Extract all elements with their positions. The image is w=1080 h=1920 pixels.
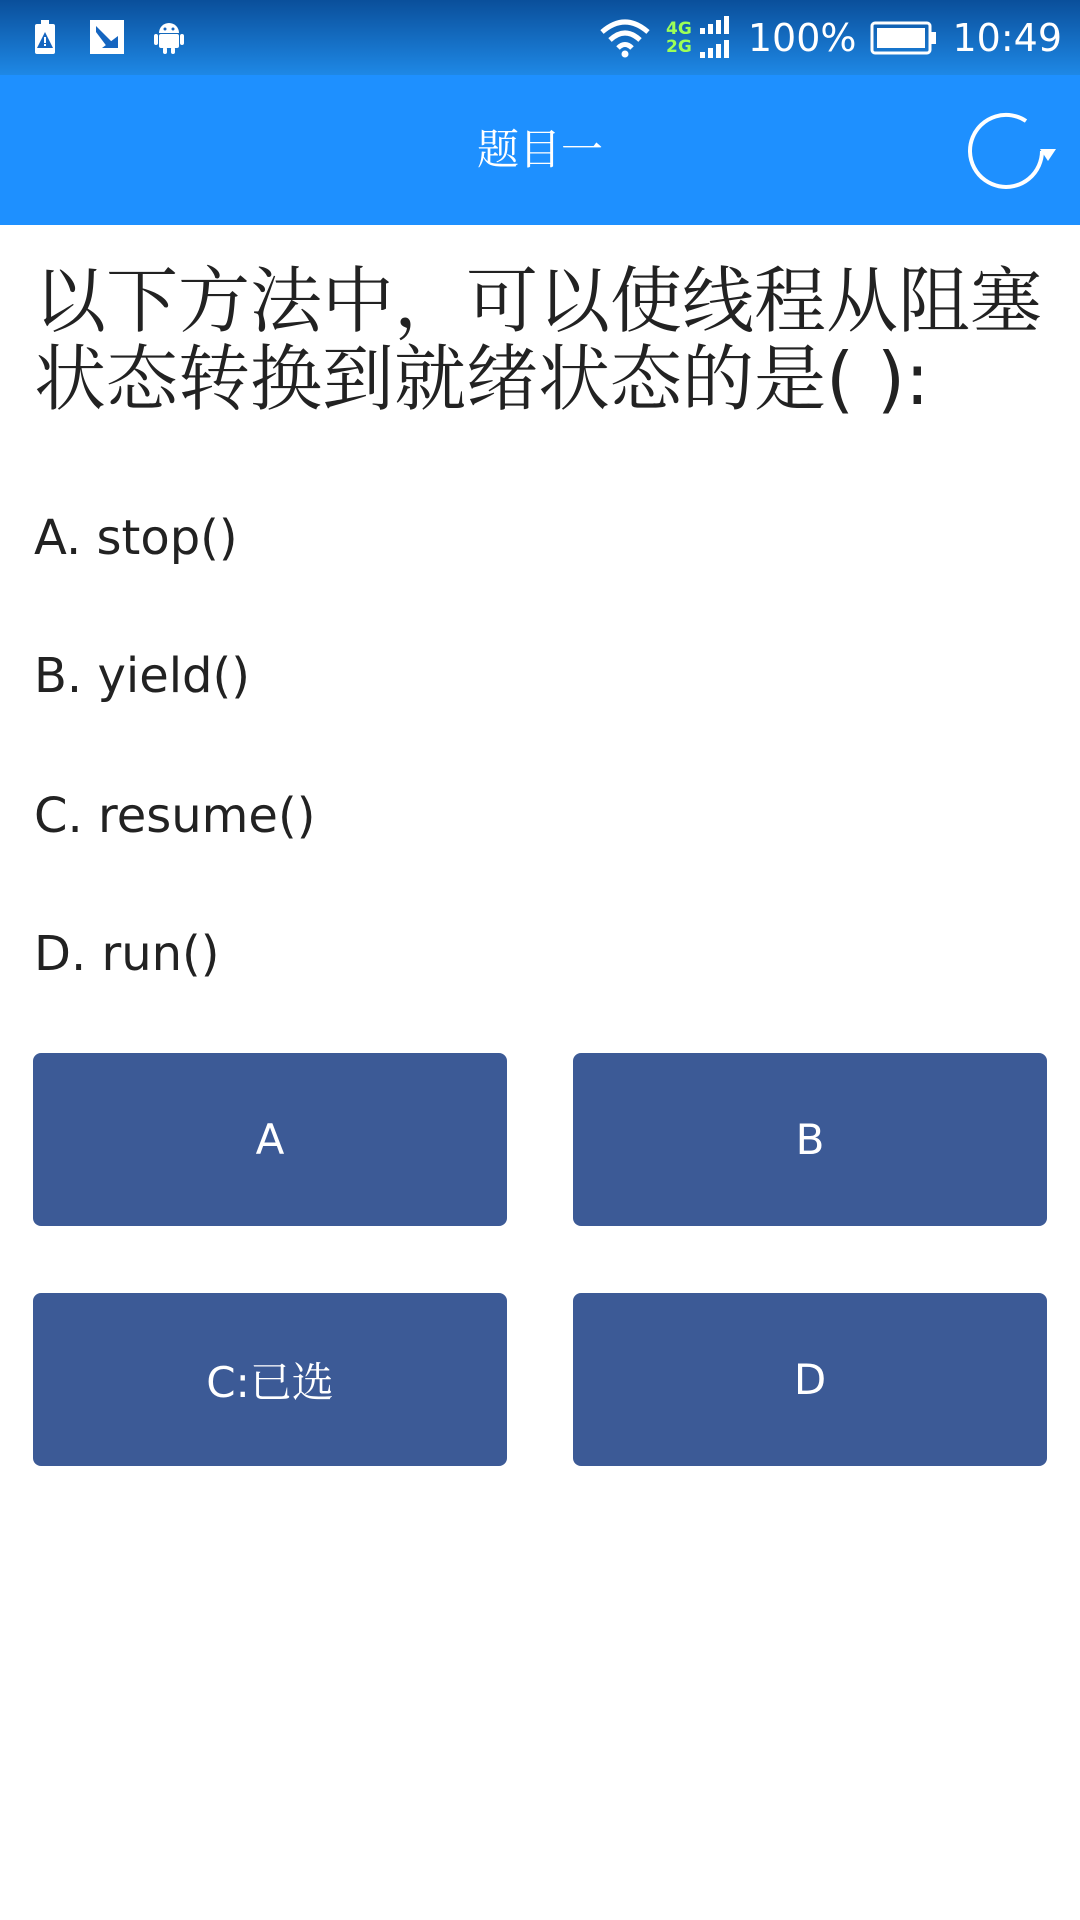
question-text: 以下方法中，可以使线程从阻塞状态转换到就绪状态的是( ):: [34, 259, 1043, 421]
network-type: [666, 20, 692, 56]
answer-b-button[interactable]: B: [573, 1053, 1047, 1226]
network-2g-label: 2G: [666, 37, 692, 57]
option-a: A. stop(): [34, 510, 238, 566]
signal-icon: [698, 16, 734, 60]
battery-alert-icon: [26, 18, 64, 56]
option-c: C. resume(): [34, 788, 316, 844]
status-bar: [0, 0, 1080, 75]
android-icon: [150, 18, 188, 56]
option-d: D. run(): [34, 926, 220, 982]
answer-c-button[interactable]: C:已选: [33, 1293, 507, 1466]
network-4g-label: 4G: [666, 19, 692, 39]
answer-d-button[interactable]: D: [573, 1293, 1047, 1466]
clock: 10:49: [952, 16, 1062, 60]
status-bar-left: [26, 18, 188, 56]
refresh-icon[interactable]: [960, 103, 1056, 199]
option-b: B. yield(): [34, 648, 250, 704]
app-header: [0, 75, 1080, 225]
image-app-icon: [88, 18, 126, 56]
battery-icon: [870, 21, 938, 55]
battery-percent: 100%: [747, 16, 857, 60]
page-title: 题目一: [476, 125, 603, 174]
answer-a-button[interactable]: A: [33, 1053, 507, 1226]
wifi-icon: [598, 18, 652, 58]
status-bar-right: [598, 8, 1062, 68]
